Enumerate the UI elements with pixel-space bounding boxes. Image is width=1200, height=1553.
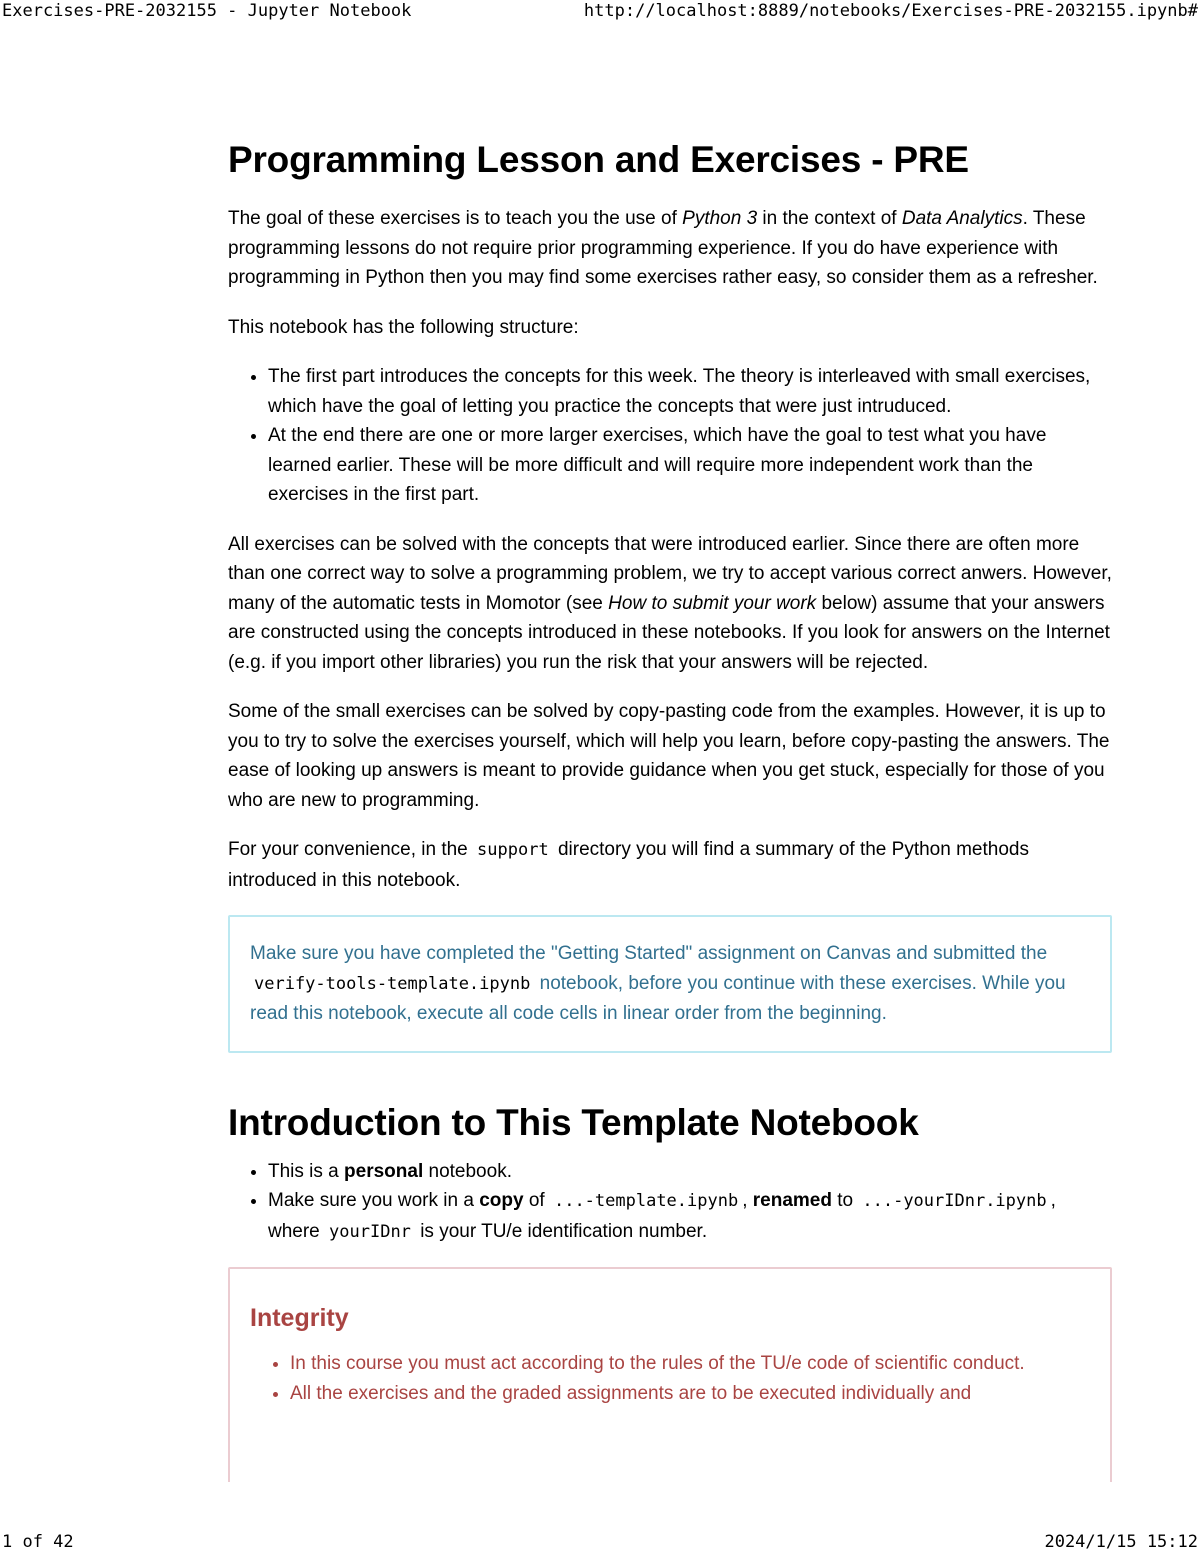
list-item: • In this course you must act according to the rules of the TU/e code of scientific conduct.	[290, 1349, 1090, 1379]
structure-list	[228, 362, 1112, 510]
solving-paragraph: All exercises can be solved with the concepts that were introduced earlier. Since there are often more than one correct way to solve a programming problem, we try to accept various correct anwers. However, many of the automatic tests in Momotor (see How to submit your work below) assume that your answers are constructed using the concepts introduced in these notebooks. If you look for answers on the Internet (e.g. if you import other libraries) you run the risk that your answers will be rejected.	[228, 533, 1112, 673]
integrity-title: Integrity	[250, 1304, 349, 1332]
print-footer	[0, 1531, 1200, 1553]
section-title: Introduction to This Template Notebook	[228, 1101, 919, 1143]
print-page-url[interactable]: http://localhost:8889/notebooks/Exercises-PRE-2032155.ipynb#	[583, 1, 1198, 21]
print-header	[0, 0, 1200, 24]
copy-paste-paragraph: Some of the small exercises can be solved by copy-pasting code from the examples. However, it is up to you to try to solve the exercises yourself, which will help you learn, before copy-pasting the answers. The ease of looking up answers is meant to provide guidance when you get stuck, especially for those of you who are new to programming.	[228, 701, 1110, 811]
print-page-title: Exercises-PRE-2032155 - Jupyter Notebook	[2, 1, 412, 21]
support-dir-code: support	[477, 840, 549, 860]
integrity-list	[250, 1349, 1090, 1408]
list-item: • Make sure you work in a copy of ...-template.ipynb , renamed to ...-yourIDnr.ipynb , where yourIDnr is your TU/e identification number.	[268, 1186, 1112, 1247]
list-item: • The first part introduces the concepts for this week. The theory is interleaved with small exercises, which have the goal of letting you practice the concepts that were just intruduced.	[268, 362, 1112, 421]
list-item: • This is a personal notebook.	[268, 1157, 1112, 1187]
intro-paragraph: The goal of these exercises is to teach you the use of Python 3 in the context of Data Analytics. These programming lessons do not require prior programming experience. If you do have experience with programming in Python then you may find some exercises rather easy, so consider them as a refresher.	[228, 208, 1098, 288]
template-list	[228, 1157, 1112, 1248]
page-break-mask	[0, 1482, 1200, 1531]
verify-tools-code: verify-tools-template.ipynb	[254, 973, 531, 994]
support-paragraph: For your convenience, in the support directory you will find a summary of the Python methods introduced in this notebook.	[228, 839, 1029, 891]
page-counter: 1 of 42	[2, 1532, 74, 1552]
print-datetime: 2024/1/15 15:12	[1044, 1532, 1198, 1552]
notebook-title: Programming Lesson and Exercises - PRE	[228, 139, 969, 180]
info-alert: Make sure you have completed the "Getting Started" assignment on Canvas and submitted the verify-tools-template.ipynb notebook, before you continue with these exercises. While you read this notebook, execute all code cells in linear order from the beginning.	[228, 915, 1112, 1053]
notebook-page	[228, 128, 1112, 1525]
list-item: • All the exercises and the graded assignments are to be executed individually and	[290, 1379, 1090, 1409]
list-item: • At the end there are one or more larger exercises, which have the goal to test what you have learned earlier. These will be more difficult and will require more independent work than the exercises in the first part.	[268, 421, 1112, 510]
structure-intro: This notebook has the following structure:	[228, 316, 579, 338]
